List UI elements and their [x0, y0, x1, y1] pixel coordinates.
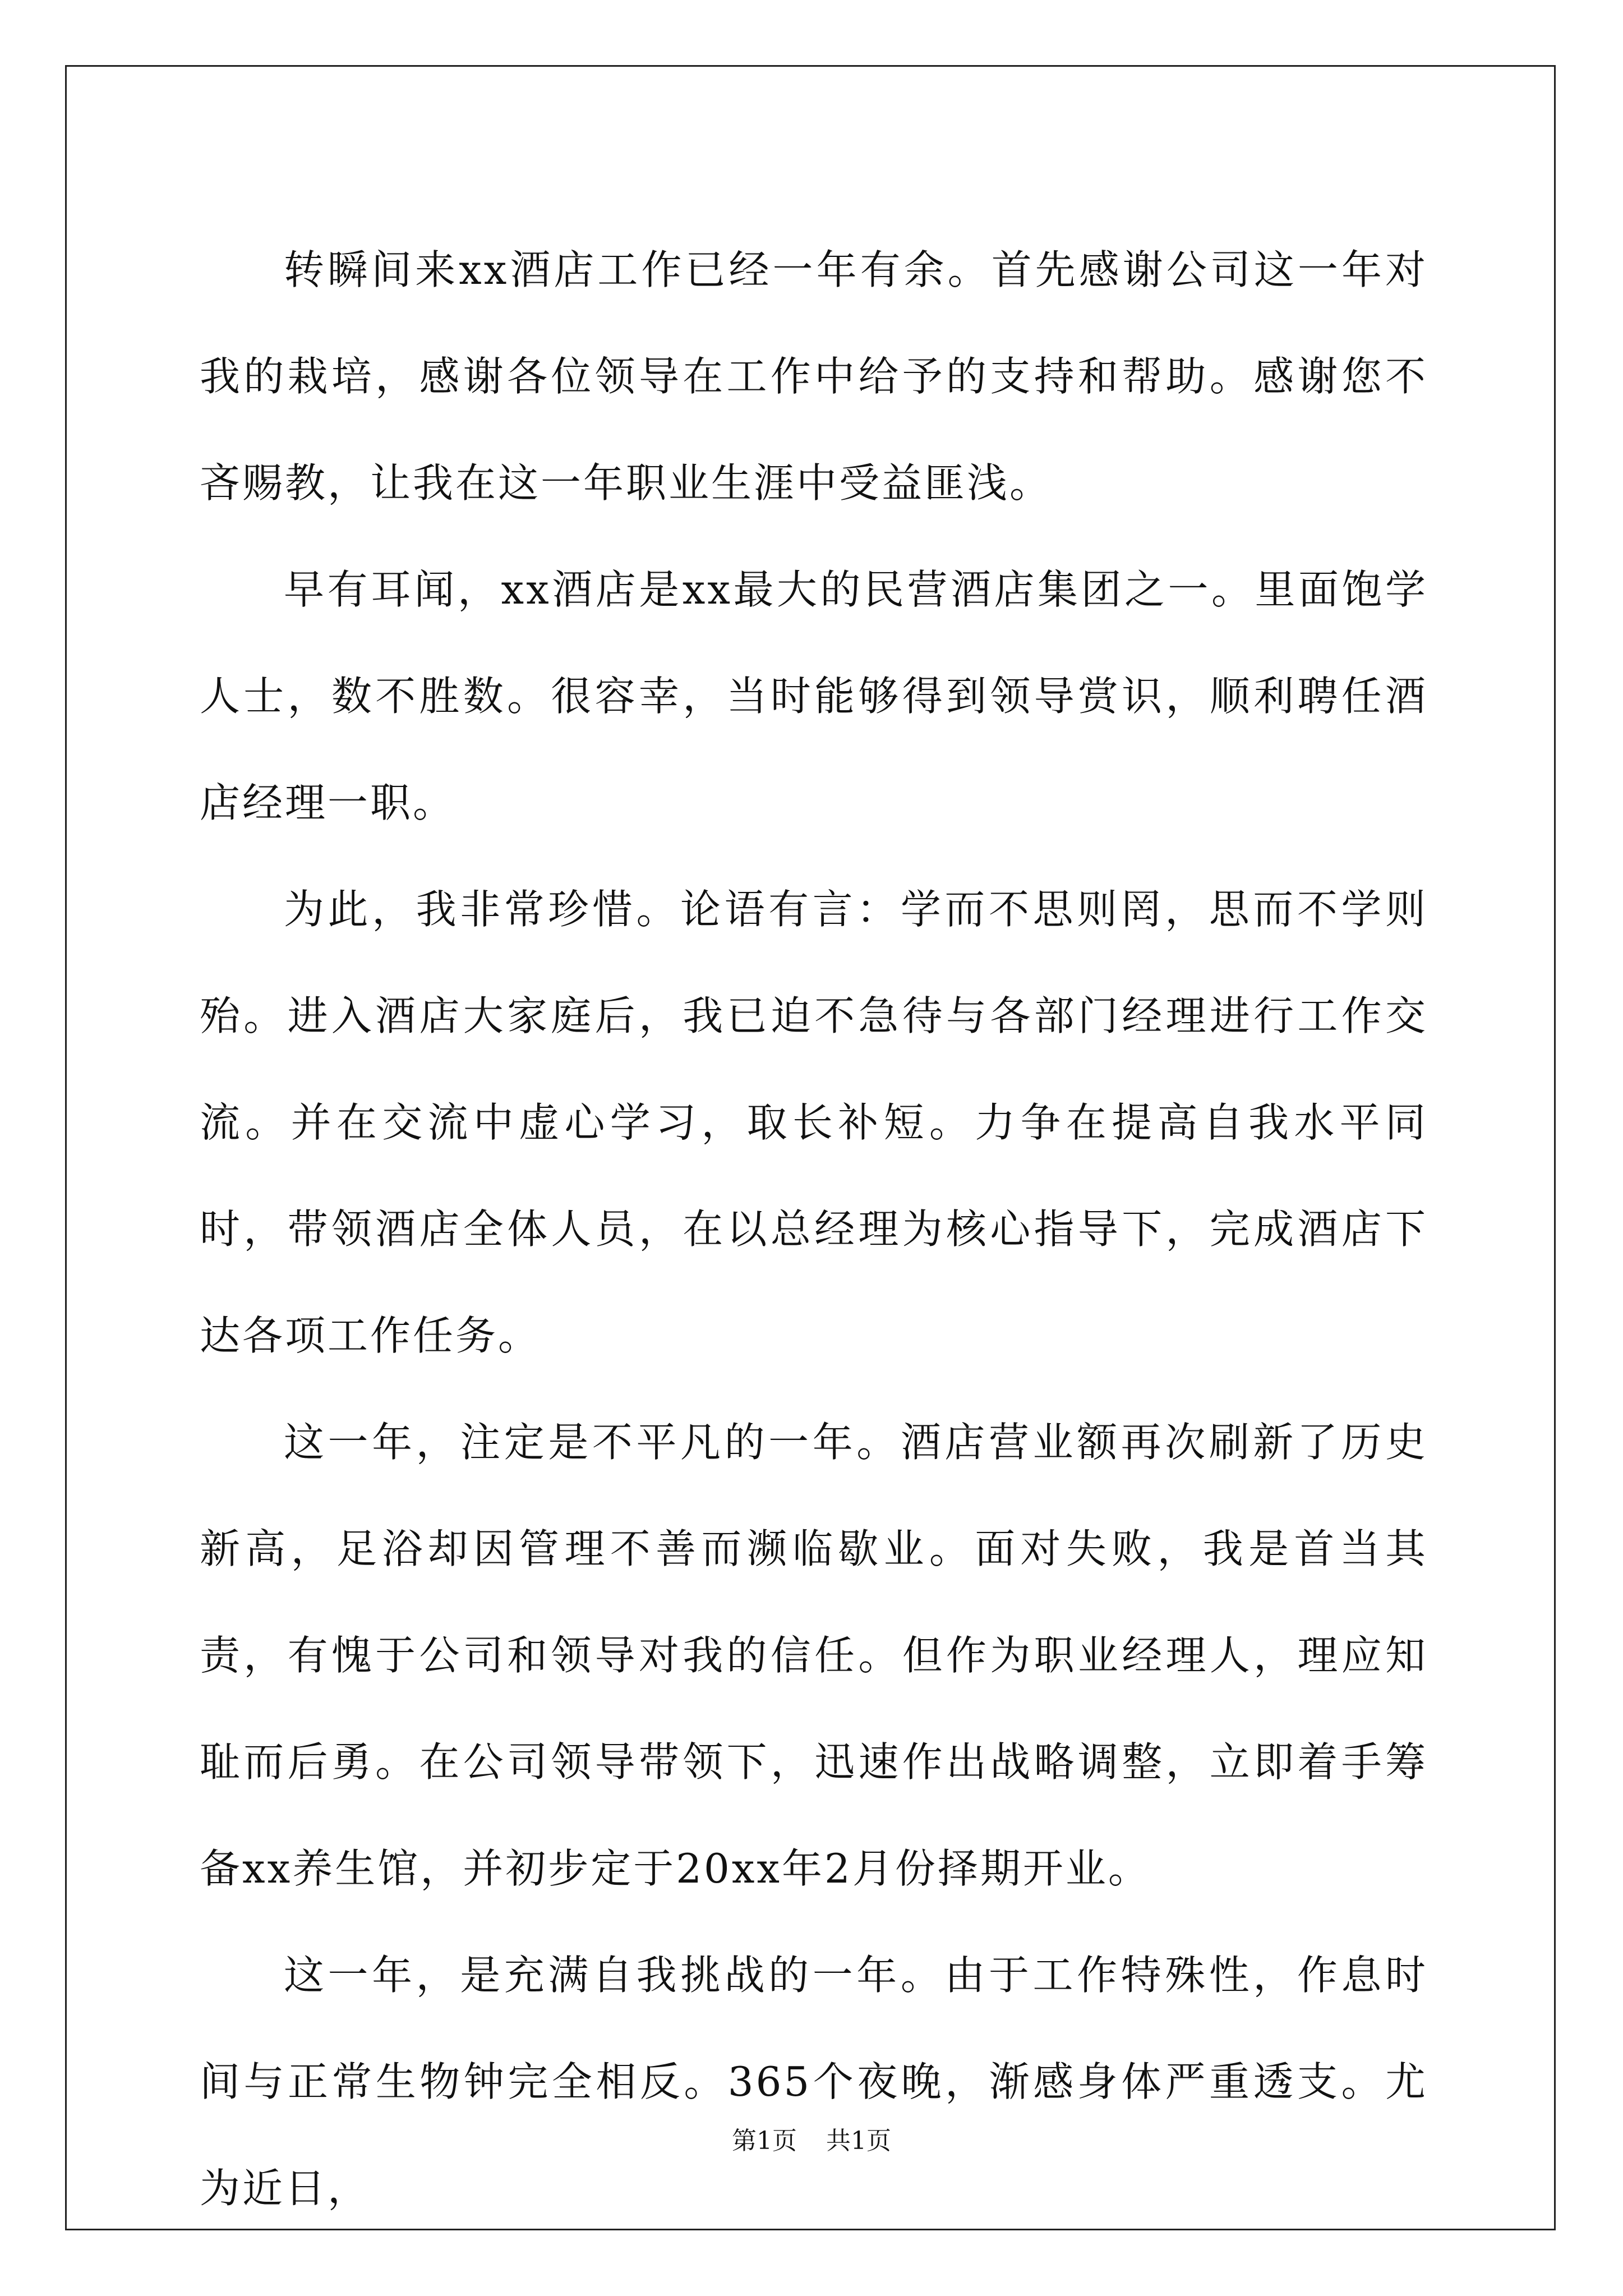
page-total: 共1页: [826, 2127, 891, 2155]
document-body: [200, 217, 1428, 2242]
paragraph: 为此，我非常珍惜。论语有言：学而不思则罔，思而不学则殆。进入酒店大家庭后，我已迫不急待与各部门经理进行工作交流。并在交流中虚心学习，取长补短。力争在提高自我水平同时，带领酒店全体人员，在以总经理为核心指导下，完成酒店下达各项工作任务。: [200, 886, 1428, 1359]
page-number: 第1页: [732, 2127, 797, 2155]
paragraph: 这一年，是充满自我挑战的一年。由于工作特殊性，作息时间与正常生物钟完全相反。365个夜晚，渐感身体严重透支。尤为近日，: [200, 1952, 1428, 2212]
paragraph: 转瞬间来xx酒店工作已经一年有余。首先感谢公司这一年对我的栽培，感谢各位领导在工作中给予的支持和帮助。感谢您不吝赐教，让我在这一年职业生涯中受益匪浅。: [200, 246, 1428, 507]
paragraph: 早有耳闻，xx酒店是xx最大的民营酒店集团之一。里面饱学人士，数不胜数。很容幸，当时能够得到领导赏识，顺利聘任酒店经理一职。: [200, 566, 1428, 826]
paragraph: 这一年，注定是不平凡的一年。酒店营业额再次刷新了历史新高，足浴却因管理不善而濒临歇业。面对失败，我是首当其责，有愧于公司和领导对我的信任。但作为职业经理人，理应知耻而后勇。在公司领导带领下，迅速作出战略调整，立即着手筹备xx养生馆，并初步定于20xx年2月份择期开业。: [200, 1419, 1428, 1892]
page-footer: [0, 2120, 1623, 2156]
